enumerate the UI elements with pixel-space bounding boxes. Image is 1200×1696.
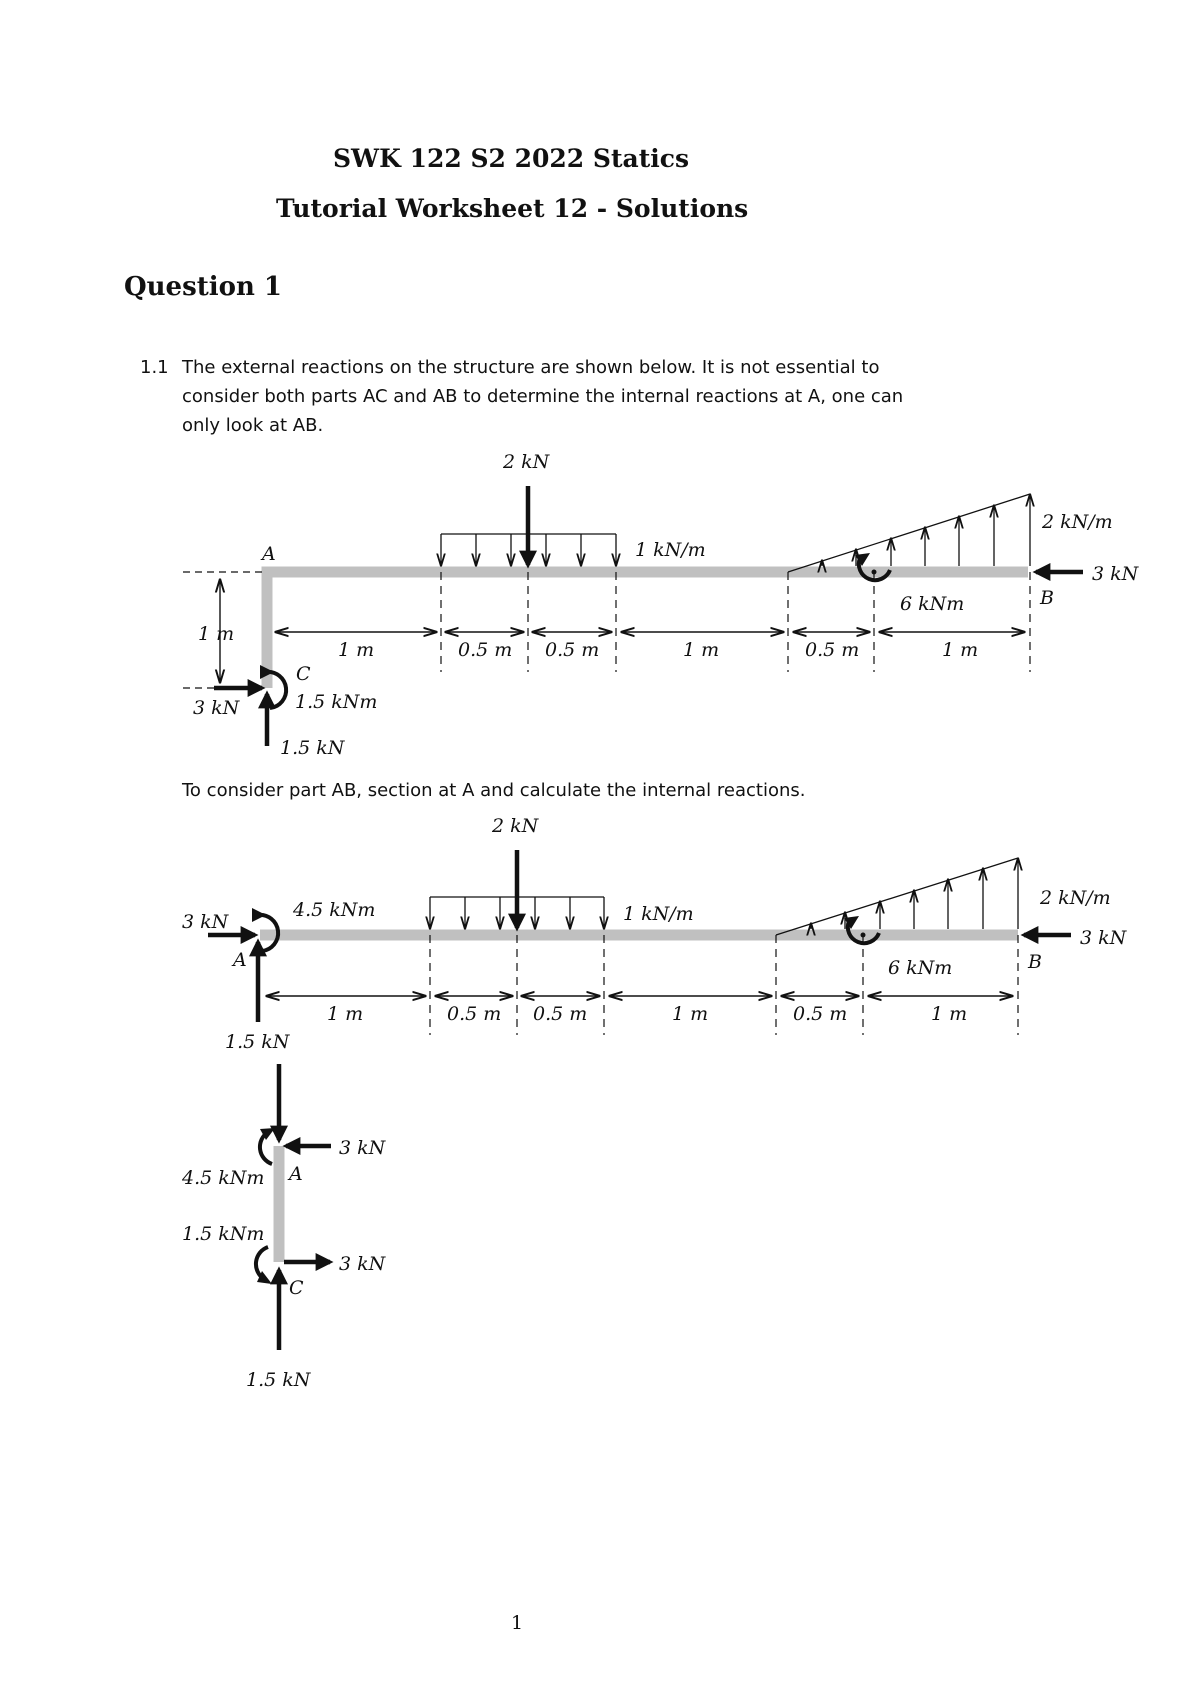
fig2-dim-3: 0.5 m [533,1003,588,1025]
fig1-dim-3: 0.5 m [545,639,600,661]
fig1-dim-6: 1 m [942,639,979,661]
document-subtitle: Tutorial Worksheet 12 - Solutions [276,194,749,223]
fig1-reaction-m-label: 1.5 kNm [295,691,378,713]
fig1-dim-4: 1 m [683,639,720,661]
fig2-udl-label: 1 kN/m [623,903,694,925]
fig1-reaction-h-label: 3 kN [193,697,240,719]
fig1-reaction-v-label: 1.5 kN [280,737,345,759]
section-instruction: To consider part AB, section at A and calculate the internal reactions. [182,780,806,801]
fig3-top-moment-icon [260,1128,275,1164]
fig1-label-a: A [262,543,276,565]
fig1-udl-label: 1 kN/m [635,539,706,561]
document-title: SWK 122 S2 2022 Statics [333,144,690,173]
fig2-label-b: B [1028,951,1042,973]
fig1-dim-5: 0.5 m [805,639,860,661]
fig2-moment-label: 6 kNm [888,957,953,979]
fig1-label-c: C [296,663,311,685]
fig3-bottom-v-label: 1.5 kN [246,1369,311,1391]
fig3-bottom-m-label: 1.5 kNm [182,1223,265,1245]
fig1-dim-2: 0.5 m [458,639,513,661]
fig2-dim-1: 1 m [327,1003,364,1025]
page-number: 1 [511,1612,524,1634]
fig2-reaction-m-label: 4.5 kNm [293,899,376,921]
fig2-dim-2: 0.5 m [447,1003,502,1025]
fig1-tri-load-label: 2 kN/m [1042,511,1113,533]
fig2-reaction-v-label: 1.5 kN [225,1031,290,1053]
fig3-label-c: C [289,1277,304,1299]
fig3-bottom-moment-icon [256,1247,272,1284]
fig2-label-a: A [233,949,247,971]
fig1-label-b: B [1040,587,1054,609]
fig1-horiz-b-label: 3 kN [1092,563,1139,585]
fig2-horiz-b-label: 3 kN [1080,927,1127,949]
item-number: 1.1 [140,357,169,378]
fig2-tri-load-label: 2 kN/m [1040,887,1111,909]
fig3-label-a: A [289,1163,303,1185]
fig1-height-label: 1 m [198,623,235,645]
fig1-dim-1: 1 m [338,639,375,661]
item-text: The external reactions on the structure are shown below. It is not essential to consider both parts AC and AB to determine the internal reactions at A, one can only look at AB. [182,357,904,436]
fig3-top-h-label: 3 kN [339,1137,386,1159]
fig2-dim-4: 1 m [672,1003,709,1025]
fig3-bottom-h-label: 3 kN [339,1253,386,1275]
fig1-point-load-label: 2 kN [503,451,550,473]
question-heading: Question 1 [124,272,283,302]
fig1-moment-label: 6 kNm [900,593,965,615]
fig2-dim-5: 0.5 m [793,1003,848,1025]
fig2-dim-6: 1 m [931,1003,968,1025]
fig3-top-m-label: 4.5 kNm [182,1167,265,1189]
fig2-point-load-label: 2 kN [492,815,539,837]
fig2-reaction-h-label: 3 kN [182,911,229,933]
